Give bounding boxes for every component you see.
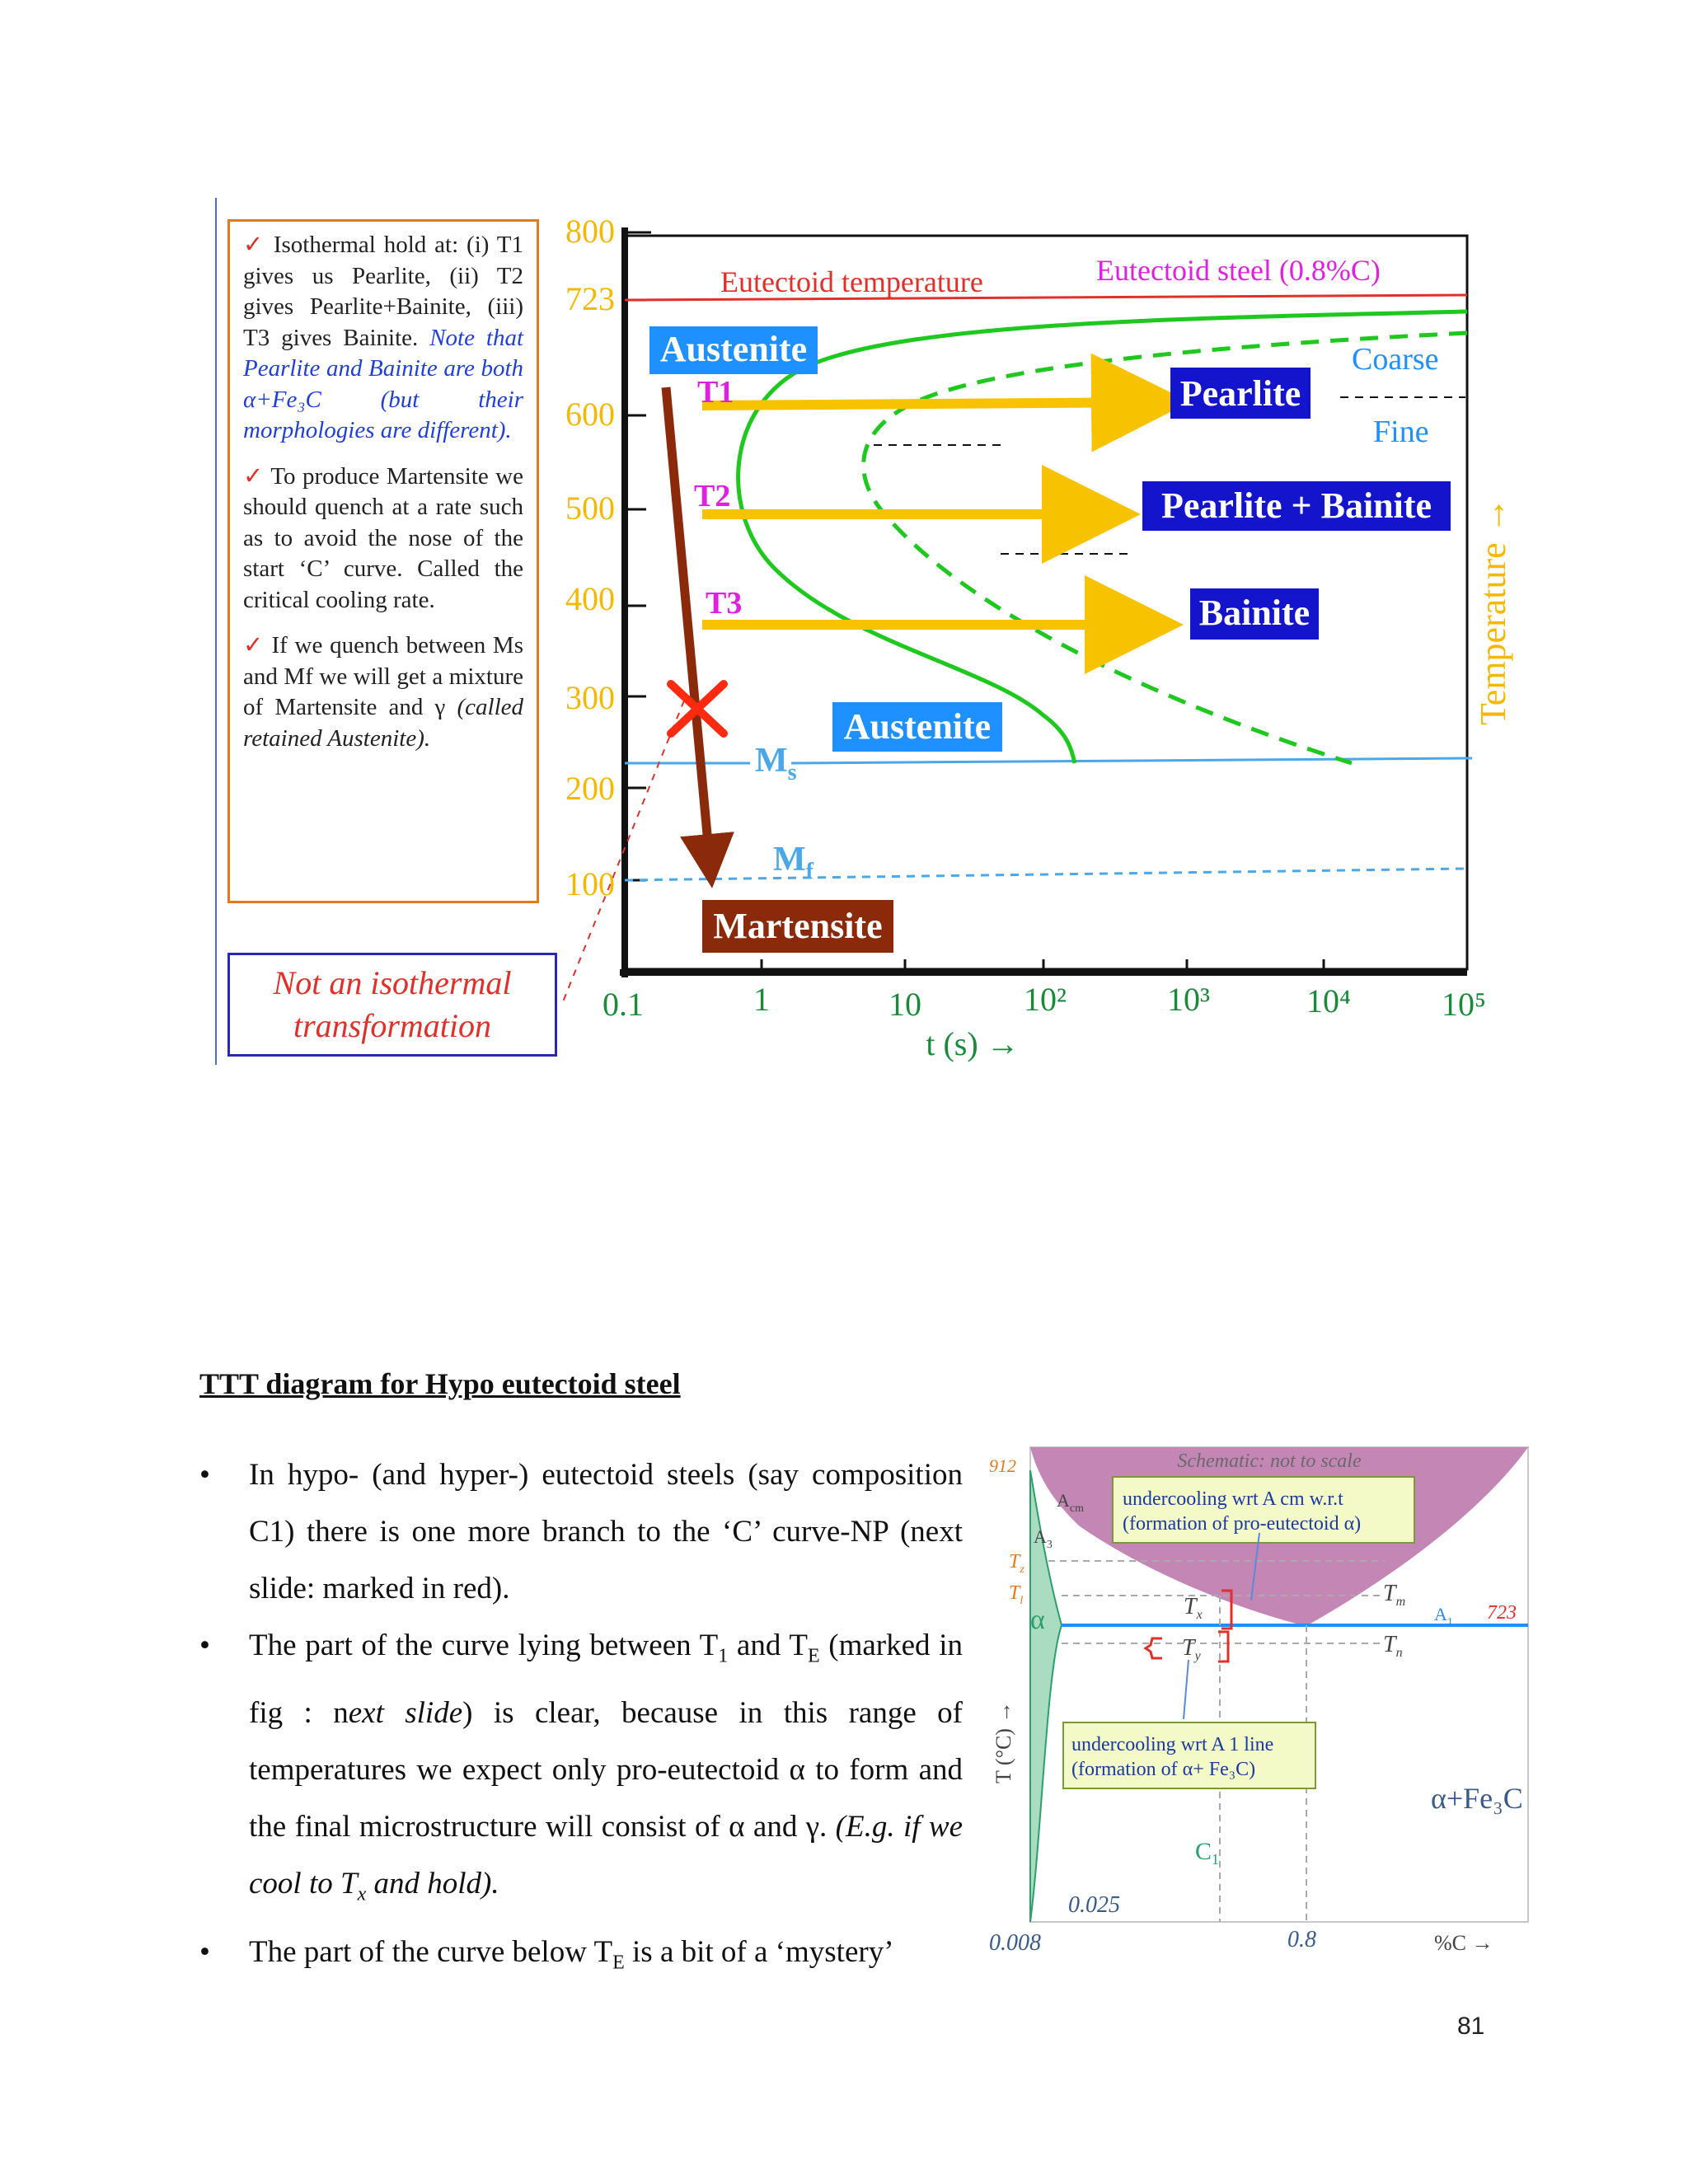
note-quench-italic: (called retained Austenite). [243,694,523,752]
label-tn: $T_n$ [1383,1632,1403,1660]
bullet-item: • The part of the curve lying between $T_1$ and $T_E$ (marked in fig : next slide) is clear, because in this range of temperatures we expect only pro-eutectoid α to form and the final microstructure will consist of α and γ. (E.g. if we cool to $T_x$ and hold). [196,1617,963,1924]
phase-title: Schematic: not to scale [1177,1451,1362,1472]
label-alpha-fe3c: α+Fe₃C [1431,1782,1523,1815]
callout-a1-line1: undercooling wrt A 1 line [1071,1734,1274,1755]
ms-label: $M_s$ [755,742,797,785]
y-tick-400: 400 [565,580,615,617]
label-alpha: α [1030,1605,1045,1635]
x-tick-100: 10² [1024,981,1067,1018]
page-number: 81 [1457,2013,1485,2040]
note-quench-text: If we quench between Ms and Mf we will get a mixture of Martensite and γ [243,632,523,720]
bullet-dot: • [199,1458,210,1492]
label-723: 723 [1487,1602,1517,1624]
label-tx: $T_x$ [1184,1594,1203,1622]
mf-label: $M_f$ [773,841,814,884]
pearlite-label: Pearlite [1179,373,1301,414]
y-tick-marks [625,232,651,880]
austenite-top-label: Austenite [659,329,808,369]
bullet-text: In hypo- (and hyper-) eutectoid steels (say composition C1) there is one more branch to the ‘C’ curve-NP (next slide: marked in red). [249,1458,963,1605]
bullet-list [196,1446,963,1991]
y-tick-200: 200 [565,770,615,807]
y-tick-100: 100 [565,865,615,902]
x-tick-0-1: 0.1 [603,986,644,1023]
x-tick-100000: 10⁵ [1442,986,1486,1023]
ttt-diagram [0,0,1688,1088]
x-tick-1000: 10³ [1167,981,1210,1018]
phase-y-label: T (°C) → [992,1701,1015,1783]
pearlite-bainite-label: Pearlite + Bainite [1160,485,1432,526]
not-isothermal-line2: transformation [293,1007,492,1044]
check-icon: ✓ [243,462,265,490]
y-tick-600: 600 [565,396,615,433]
label-a1: $A_1$ [1434,1604,1453,1629]
check-icon: ✓ [243,632,265,658]
t2-label: T2 [694,479,731,513]
bullet-item: • The part of the curve below $T_E$ is a bit of a ‘mystery’ [196,1924,963,1991]
callout-acm-line1: undercooling wrt A cm w.r.t [1123,1488,1343,1510]
y-tick-300: 300 [565,679,615,716]
start-c-curve [738,312,1467,763]
x-axis-label: t (s) → [926,1025,1020,1062]
callout-a1-line2: (formation of α+ Fe₃C) [1071,1759,1256,1780]
t3-label: T3 [706,586,743,621]
y-axis-label: Temperature → [1473,497,1513,725]
bainite-label: Bainite [1198,593,1311,633]
label-0-025: 0.025 [1068,1892,1120,1918]
not-isothermal-line1: Not an isothermal [273,964,512,1001]
y-tick-labels [565,213,615,902]
label-acm: $A_{cm}$ [1057,1490,1084,1515]
x-tick-labels [603,981,1486,1062]
eutectoid-steel-label: Eutectoid steel (0.8%C) [1096,254,1381,287]
fine-label: Fine [1373,415,1429,449]
bullet-item [196,1446,963,1617]
label-0-8: 0.8 [1287,1927,1316,1952]
check-icon: ✓ [243,232,265,258]
label-0-008: 0.008 [989,1930,1041,1956]
x-tick-1: 1 [753,981,770,1018]
note-martensite-text: To produce Martensite we should quench at a rate such as to avoid the nose of the start ‘C’ curve. Called the critical cooling rate. [243,462,523,613]
bullet-dot: • [199,1934,210,1969]
y-tick-500: 500 [565,490,615,527]
note-isothermal-text: Isothermal hold at: (i) T1 gives us Pearlite, (ii) T2 gives Pearlite+Bainite, (iii) T3 gives Bainite. [243,232,523,351]
note-isothermal-italic: Note that Pearlite and Bainite are both α+Fe₃C (but their morphologies are different). [243,324,524,443]
y-tick-723: 723 [565,280,615,317]
phase-diagram [973,1437,1550,1981]
t1-arrow [702,402,1160,405]
label-tz: $T_z$ [1009,1551,1025,1576]
phase-x-label: %C → [1434,1931,1493,1955]
label-ty: $T_y$ [1182,1635,1201,1663]
label-a3: $A_3$ [1034,1526,1053,1551]
label-tm: $T_m$ [1383,1581,1406,1609]
coarse-label: Coarse [1352,342,1439,377]
eutectoid-temperature-label: Eutectoid temperature [720,265,983,298]
ms-line [791,758,1472,763]
mf-line [625,869,1464,880]
x-tick-10: 10 [889,986,921,1023]
austenite-bottom-label: Austenite [843,706,992,747]
label-912: 912 [989,1455,1016,1476]
t1-label: T1 [697,375,734,410]
martensite-label: Martensite [713,906,883,946]
label-c1: $C_1$ [1195,1838,1220,1868]
section-heading: TTT diagram for Hypo eutectoid steel [199,1367,681,1400]
x-tick-10000: 10⁴ [1306,982,1351,1019]
y-tick-800: 800 [565,213,615,250]
bullet-dot: • [199,1629,210,1662]
callout-acm-line2: (formation of pro-eutectoid α) [1123,1513,1362,1535]
label-tl: $T_l$ [1009,1582,1024,1607]
